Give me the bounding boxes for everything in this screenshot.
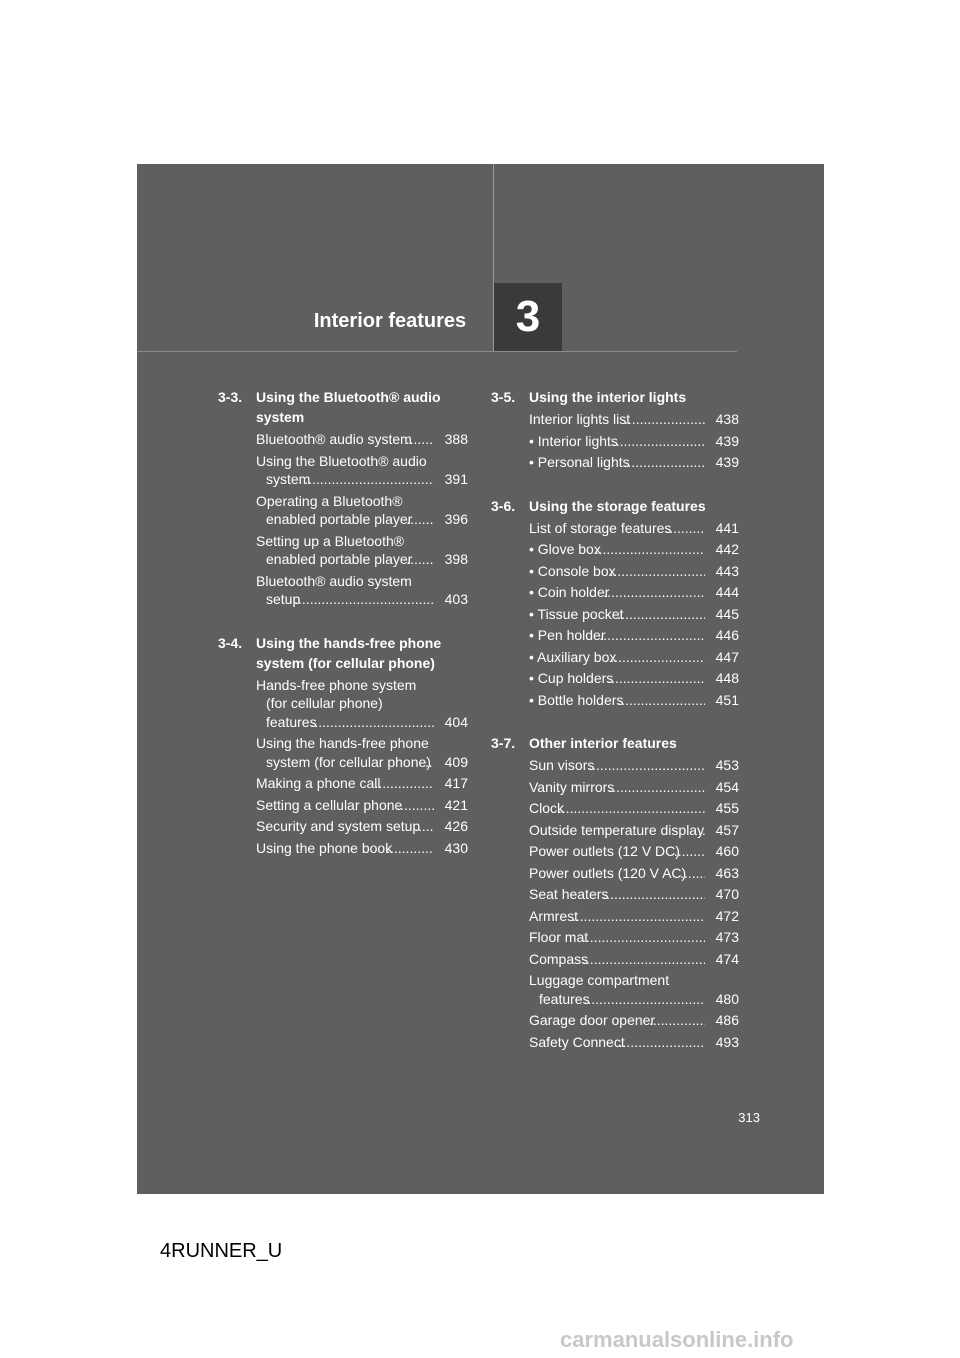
toc-entry[interactable] bbox=[529, 669, 739, 688]
section-number: 3-3. bbox=[218, 389, 243, 405]
entry-title[interactable]: Floor mat ..... bbox=[529, 928, 705, 947]
toc-entry[interactable] bbox=[529, 519, 739, 538]
entry-title[interactable]: • Pen holder ..... bbox=[529, 626, 705, 645]
entry-title[interactable]: Power outlets (12 V DC) ..... bbox=[529, 842, 705, 861]
entry-title[interactable]: • Bottle holders ..... bbox=[529, 691, 705, 710]
entry-title[interactable]: Making a phone call ..... bbox=[256, 774, 434, 793]
entry-title[interactable]: • Auxiliary box ..... bbox=[529, 648, 705, 667]
toc-entry[interactable] bbox=[256, 817, 468, 836]
toc-entry[interactable] bbox=[529, 778, 739, 797]
section-title: Other interior features bbox=[529, 735, 677, 751]
chapter-title: Interior features bbox=[313, 310, 467, 332]
entry-title[interactable]: Clock ..... bbox=[529, 799, 705, 818]
toc-entry[interactable] bbox=[529, 648, 739, 667]
entry-page-number: 439 bbox=[715, 454, 739, 470]
entry-title[interactable]: Operating a Bluetooth® enabled portable player ..... bbox=[256, 492, 434, 529]
toc-entry[interactable] bbox=[529, 583, 739, 602]
toc-entry[interactable] bbox=[256, 532, 468, 569]
toc-entry[interactable] bbox=[529, 821, 739, 840]
entry-page-number: 453 bbox=[715, 757, 739, 773]
entry-page-number: 444 bbox=[715, 584, 739, 600]
entry-title[interactable]: • Glove box ..... bbox=[529, 540, 705, 559]
toc-entry[interactable] bbox=[529, 1033, 739, 1052]
entry-page-number: 441 bbox=[715, 519, 739, 536]
toc-entry[interactable] bbox=[529, 907, 739, 926]
section-title: Using the hands-free phone system (for cellular phone) bbox=[256, 634, 442, 671]
header-divider-horizontal bbox=[137, 351, 737, 352]
toc-entry[interactable] bbox=[529, 410, 739, 429]
toc-entry[interactable] bbox=[529, 928, 739, 947]
entry-page-number: 486 bbox=[715, 1012, 739, 1028]
toc-entry[interactable] bbox=[256, 734, 468, 771]
toc-entry[interactable] bbox=[529, 885, 739, 904]
entry-title[interactable]: Sun visors ..... bbox=[529, 756, 705, 775]
toc-section bbox=[491, 496, 739, 710]
footer-model-code: 4RUNNER_U bbox=[160, 1240, 283, 1262]
entry-title[interactable]: • Cup holders ..... bbox=[529, 669, 705, 688]
entry-list bbox=[529, 410, 739, 472]
entry-title[interactable]: Using the hands-free phone system (for cellular phone) ..... bbox=[256, 734, 434, 771]
entry-page-number: 480 bbox=[715, 990, 739, 1007]
entry-page-number: 443 bbox=[715, 562, 739, 579]
entry-page-number: 391 bbox=[444, 471, 468, 487]
section-title: Using the Bluetooth® audio system bbox=[256, 389, 441, 425]
entry-title[interactable]: Luggage compartment features ..... bbox=[529, 971, 705, 1008]
entry-title[interactable]: Outside temperature display ..... bbox=[529, 821, 705, 840]
entry-title[interactable]: Compass ..... bbox=[529, 950, 705, 969]
entry-page-number: 398 bbox=[444, 551, 468, 567]
section-heading bbox=[491, 496, 739, 516]
toc-section bbox=[491, 733, 739, 1051]
entry-title[interactable]: Vanity mirrors ..... bbox=[529, 778, 705, 797]
entry-page-number: 448 bbox=[715, 670, 739, 686]
entry-title[interactable]: Bluetooth® audio system setup ..... bbox=[256, 572, 434, 609]
entry-title[interactable]: Garage door opener ..... bbox=[529, 1011, 705, 1030]
entry-page-number: 451 bbox=[715, 691, 739, 708]
entry-page-number: 438 bbox=[715, 411, 739, 427]
section-number: 3-5. bbox=[491, 389, 516, 405]
section-heading bbox=[218, 633, 468, 673]
entry-page-number: 472 bbox=[715, 907, 739, 924]
entry-list bbox=[256, 430, 468, 609]
toc-entry[interactable] bbox=[256, 774, 468, 793]
toc-entry[interactable] bbox=[529, 799, 739, 818]
entry-page-number: 421 bbox=[444, 796, 468, 813]
entry-title[interactable]: • Tissue pocket ..... bbox=[529, 605, 705, 624]
entry-page-number: 409 bbox=[444, 753, 468, 770]
entry-page-number: 470 bbox=[715, 886, 739, 902]
toc-entry[interactable] bbox=[529, 950, 739, 969]
entry-page-number: 442 bbox=[715, 541, 739, 557]
entry-list bbox=[256, 676, 468, 858]
toc-entry[interactable] bbox=[529, 540, 739, 559]
section-number: 3-4. bbox=[218, 634, 243, 651]
entry-title[interactable]: Safety Connect ..... bbox=[529, 1033, 705, 1052]
toc-section bbox=[218, 387, 468, 609]
toc-entry[interactable] bbox=[256, 796, 468, 815]
entry-title[interactable]: Using the Bluetooth® audio system ..... bbox=[256, 452, 434, 489]
toc-entry[interactable] bbox=[529, 971, 739, 1008]
toc-entry[interactable] bbox=[529, 432, 739, 451]
section-heading bbox=[491, 387, 739, 407]
entry-title[interactable]: Armrest ..... bbox=[529, 907, 705, 926]
toc-section bbox=[218, 633, 468, 858]
toc-entry[interactable] bbox=[529, 562, 739, 581]
entry-page-number: 493 bbox=[715, 1033, 739, 1050]
toc-entry[interactable] bbox=[529, 1011, 739, 1030]
entry-page-number: 473 bbox=[715, 929, 739, 945]
entry-page-number: 439 bbox=[715, 432, 739, 449]
toc-entry[interactable] bbox=[529, 842, 739, 861]
toc-right-column bbox=[491, 387, 739, 1075]
section-number: 3-7. bbox=[491, 735, 516, 751]
chapter-number-badge: 3 bbox=[494, 283, 562, 351]
entry-page-number: 454 bbox=[715, 778, 739, 795]
entry-page-number: 426 bbox=[444, 818, 468, 834]
entry-title[interactable]: Power outlets (120 V AC) ..... bbox=[529, 864, 705, 883]
toc-entry[interactable] bbox=[529, 756, 739, 775]
toc-entry[interactable] bbox=[256, 492, 468, 529]
section-heading bbox=[491, 733, 739, 753]
entry-page-number: 430 bbox=[444, 839, 468, 856]
toc-entry[interactable] bbox=[256, 676, 468, 732]
section-heading bbox=[218, 387, 468, 427]
toc-entry[interactable] bbox=[529, 605, 739, 624]
section-number: 3-6. bbox=[491, 497, 516, 514]
entry-page-number: 446 bbox=[715, 627, 739, 643]
entry-title[interactable]: Interior lights list ..... bbox=[529, 410, 705, 429]
watermark: carmanualsonline.info bbox=[560, 1327, 794, 1352]
toc-entry[interactable] bbox=[256, 839, 468, 858]
toc-entry[interactable] bbox=[256, 572, 468, 609]
entry-title[interactable]: Bluetooth® audio system ..... bbox=[256, 430, 434, 449]
entry-page-number: 447 bbox=[715, 648, 739, 665]
entry-title[interactable]: Hands-free phone system (for cellular phone) features ..... bbox=[256, 676, 434, 732]
page-number: 313 bbox=[738, 1110, 760, 1125]
entry-title[interactable]: Using the phone book ..... bbox=[256, 839, 434, 858]
toc-section bbox=[491, 387, 739, 472]
toc-entry[interactable] bbox=[256, 452, 468, 489]
toc-entry[interactable] bbox=[529, 691, 739, 710]
entry-title[interactable]: • Personal lights ..... bbox=[529, 453, 705, 472]
entry-page-number: 455 bbox=[715, 800, 739, 816]
entry-page-number: 417 bbox=[444, 775, 468, 791]
entry-title[interactable]: • Coin holder ..... bbox=[529, 583, 705, 602]
entry-page-number: 460 bbox=[715, 843, 739, 859]
entry-title[interactable]: • Console box ..... bbox=[529, 562, 705, 581]
toc-entry[interactable] bbox=[256, 430, 468, 449]
entry-page-number: 463 bbox=[715, 864, 739, 881]
toc-left-column bbox=[218, 387, 468, 881]
entry-title[interactable]: Setting a cellular phone ..... bbox=[256, 796, 434, 815]
toc-entry[interactable] bbox=[529, 626, 739, 645]
toc-entry[interactable] bbox=[529, 864, 739, 883]
entry-page-number: 445 bbox=[715, 605, 739, 622]
entry-list bbox=[529, 756, 739, 1051]
entry-list bbox=[529, 519, 739, 710]
entry-title[interactable]: Seat heaters ..... bbox=[529, 885, 705, 904]
entry-title[interactable]: List of storage features ..... bbox=[529, 519, 705, 538]
section-title: Using the interior lights bbox=[529, 389, 687, 405]
section-title: Using the storage features bbox=[529, 497, 706, 514]
entry-page-number: 388 bbox=[444, 431, 468, 447]
toc-entry[interactable] bbox=[529, 453, 739, 472]
entry-page-number: 396 bbox=[444, 511, 468, 527]
entry-page-number: 403 bbox=[444, 591, 468, 607]
entry-page-number: 404 bbox=[444, 713, 468, 730]
entry-title[interactable]: • Interior lights ..... bbox=[529, 432, 705, 451]
entry-page-number: 474 bbox=[715, 950, 739, 967]
entry-title[interactable]: Security and system setup ..... bbox=[256, 817, 434, 836]
entry-page-number: 457 bbox=[715, 821, 739, 838]
entry-title[interactable]: Setting up a Bluetooth® enabled portable player ..... bbox=[256, 532, 434, 569]
